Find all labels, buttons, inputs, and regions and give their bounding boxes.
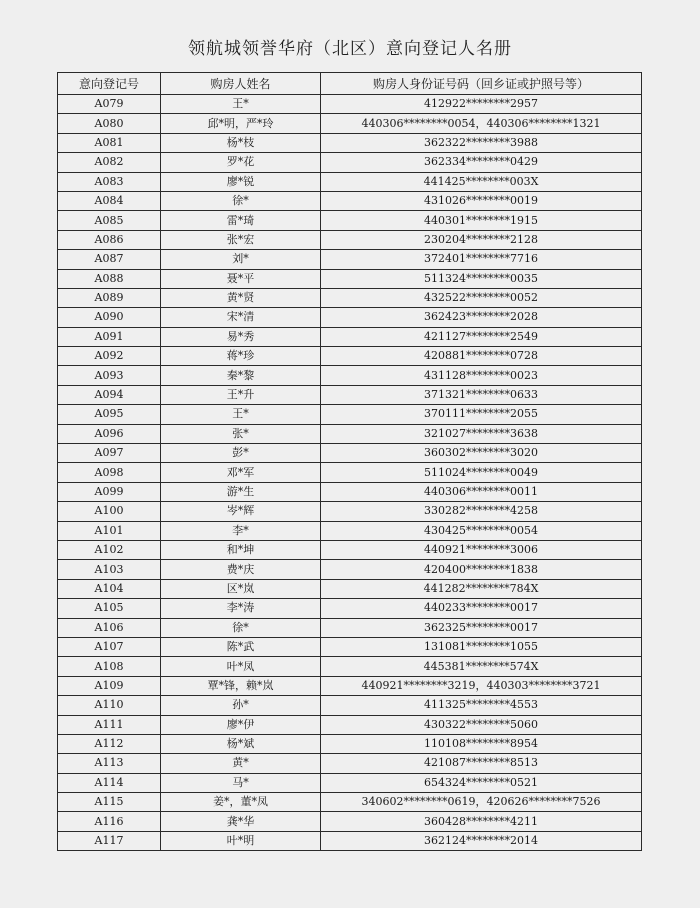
table-row (58, 540, 642, 559)
cell-registration-no: A113 (58, 754, 161, 773)
cell-buyer-name: 邓*军 (161, 463, 321, 482)
cell-registration-no: A089 (58, 288, 161, 307)
cell-buyer-name: 王* (161, 95, 321, 114)
cell-buyer-name: 姜*，董*凤 (161, 793, 321, 812)
cell-buyer-name: 叶*凤 (161, 657, 321, 676)
cell-buyer-name: 陈*武 (161, 637, 321, 656)
table-row (58, 308, 642, 327)
table-row (58, 133, 642, 152)
cell-buyer-id: 441282********784X (321, 579, 642, 598)
cell-registration-no: A116 (58, 812, 161, 831)
cell-buyer-name: 邱*明，严*玲 (161, 114, 321, 133)
cell-buyer-id: 511324********0035 (321, 269, 642, 288)
table-row (58, 773, 642, 792)
table-row (58, 502, 642, 521)
cell-buyer-id: 445381********574X (321, 657, 642, 676)
cell-registration-no: A091 (58, 327, 161, 346)
cell-registration-no: A101 (58, 521, 161, 540)
table-row (58, 424, 642, 443)
cell-buyer-id: 420881********0728 (321, 347, 642, 366)
cell-buyer-id: 421087********8513 (321, 754, 642, 773)
table-row (58, 269, 642, 288)
cell-buyer-name: 罗*花 (161, 153, 321, 172)
cell-registration-no: A100 (58, 502, 161, 521)
cell-buyer-name: 龚*华 (161, 812, 321, 831)
cell-registration-no: A084 (58, 191, 161, 210)
table-row (58, 444, 642, 463)
cell-buyer-name: 游*生 (161, 482, 321, 501)
registrant-table (57, 72, 642, 851)
cell-registration-no: A104 (58, 579, 161, 598)
cell-buyer-id: 412922********2957 (321, 95, 642, 114)
cell-buyer-id: 511024********0049 (321, 463, 642, 482)
cell-buyer-name: 徐* (161, 618, 321, 637)
table-row (58, 812, 642, 831)
table-row (58, 618, 642, 637)
cell-registration-no: A114 (58, 773, 161, 792)
cell-buyer-name: 易*秀 (161, 327, 321, 346)
cell-buyer-id: 360302********3020 (321, 444, 642, 463)
table-row (58, 250, 642, 269)
cell-buyer-id: 440921********3219，440303********3721 (321, 676, 642, 695)
cell-registration-no: A108 (58, 657, 161, 676)
cell-buyer-id: 420400********1838 (321, 560, 642, 579)
table-row (58, 831, 642, 850)
table-row (58, 230, 642, 249)
table-row (58, 172, 642, 191)
table-row (58, 754, 642, 773)
cell-buyer-name: 杨*斌 (161, 734, 321, 753)
cell-buyer-id: 230204********2128 (321, 230, 642, 249)
cell-registration-no: A103 (58, 560, 161, 579)
cell-buyer-id: 362124********2014 (321, 831, 642, 850)
cell-registration-no: A109 (58, 676, 161, 695)
cell-buyer-name: 杨*枝 (161, 133, 321, 152)
cell-buyer-name: 费*庆 (161, 560, 321, 579)
cell-buyer-name: 彭* (161, 444, 321, 463)
cell-buyer-name: 刘* (161, 250, 321, 269)
cell-buyer-name: 李*涛 (161, 599, 321, 618)
cell-buyer-id: 430322********5060 (321, 715, 642, 734)
cell-buyer-name: 张* (161, 424, 321, 443)
table-row (58, 347, 642, 366)
cell-buyer-name: 徐* (161, 191, 321, 210)
table-row (58, 793, 642, 812)
page-title: 领航城领誉华府（北区）意向登记人名册 (188, 39, 512, 59)
cell-registration-no: A081 (58, 133, 161, 152)
cell-registration-no: A096 (58, 424, 161, 443)
cell-buyer-name: 黄* (161, 754, 321, 773)
cell-buyer-id: 110108********8954 (321, 734, 642, 753)
cell-buyer-id: 421127********2549 (321, 327, 642, 346)
cell-buyer-id: 440233********0017 (321, 599, 642, 618)
cell-buyer-id: 370111********2055 (321, 405, 642, 424)
table-row (58, 579, 642, 598)
cell-buyer-id: 440301********1915 (321, 211, 642, 230)
cell-buyer-name: 覃*锋，赖*岚 (161, 676, 321, 695)
cell-buyer-name: 和*坤 (161, 540, 321, 559)
cell-buyer-name: 廖*伊 (161, 715, 321, 734)
table-row (58, 657, 642, 676)
cell-buyer-id: 362423********2028 (321, 308, 642, 327)
table-row (58, 385, 642, 404)
cell-registration-no: A095 (58, 405, 161, 424)
cell-buyer-name: 孙* (161, 696, 321, 715)
cell-registration-no: A079 (58, 95, 161, 114)
cell-registration-no: A087 (58, 250, 161, 269)
cell-registration-no: A090 (58, 308, 161, 327)
cell-buyer-id: 431128********0023 (321, 366, 642, 385)
cell-buyer-id: 440306********0054，440306********1321 (321, 114, 642, 133)
header-registration-no: 意向登记号 (58, 73, 161, 95)
cell-buyer-id: 440306********0011 (321, 482, 642, 501)
cell-registration-no: A094 (58, 385, 161, 404)
cell-buyer-name: 张*宏 (161, 230, 321, 249)
cell-buyer-id: 432522********0052 (321, 288, 642, 307)
cell-registration-no: A099 (58, 482, 161, 501)
table-row (58, 637, 642, 656)
cell-buyer-name: 宋*清 (161, 308, 321, 327)
cell-registration-no: A110 (58, 696, 161, 715)
table-row (58, 521, 642, 540)
table-row (58, 114, 642, 133)
cell-buyer-id: 340602********0619，420626********7526 (321, 793, 642, 812)
cell-registration-no: A093 (58, 366, 161, 385)
cell-registration-no: A102 (58, 540, 161, 559)
cell-buyer-id: 330282********4258 (321, 502, 642, 521)
cell-registration-no: A080 (58, 114, 161, 133)
cell-buyer-name: 王* (161, 405, 321, 424)
cell-buyer-id: 431026********0019 (321, 191, 642, 210)
cell-buyer-id: 411325********4553 (321, 696, 642, 715)
cell-registration-no: A115 (58, 793, 161, 812)
cell-buyer-id: 362325********0017 (321, 618, 642, 637)
cell-registration-no: A117 (58, 831, 161, 850)
table-row (58, 676, 642, 695)
cell-buyer-id: 362322********3988 (321, 133, 642, 152)
cell-buyer-name: 区*岚 (161, 579, 321, 598)
cell-registration-no: A105 (58, 599, 161, 618)
table-row (58, 463, 642, 482)
table-row (58, 734, 642, 753)
cell-buyer-id: 360428********4211 (321, 812, 642, 831)
cell-buyer-name: 马* (161, 773, 321, 792)
cell-buyer-id: 654324********0521 (321, 773, 642, 792)
cell-buyer-name: 王*升 (161, 385, 321, 404)
cell-registration-no: A097 (58, 444, 161, 463)
table-row (58, 560, 642, 579)
header-buyer-id: 购房人身份证号码（回乡证或护照号等） (321, 73, 642, 95)
cell-buyer-name: 李* (161, 521, 321, 540)
cell-buyer-name: 蒋*珍 (161, 347, 321, 366)
table-row (58, 715, 642, 734)
cell-buyer-name: 岑*辉 (161, 502, 321, 521)
cell-buyer-id: 372401********7716 (321, 250, 642, 269)
header-buyer-name: 购房人姓名 (161, 73, 321, 95)
cell-buyer-id: 321027********3638 (321, 424, 642, 443)
table-row (58, 696, 642, 715)
table-row (58, 599, 642, 618)
table-body (58, 95, 642, 851)
cell-registration-no: A092 (58, 347, 161, 366)
cell-registration-no: A106 (58, 618, 161, 637)
cell-registration-no: A085 (58, 211, 161, 230)
table-row (58, 366, 642, 385)
table-row (58, 211, 642, 230)
table-row (58, 405, 642, 424)
cell-buyer-id: 131081********1055 (321, 637, 642, 656)
cell-buyer-name: 雷*琦 (161, 211, 321, 230)
cell-registration-no: A107 (58, 637, 161, 656)
table-row (58, 191, 642, 210)
cell-registration-no: A098 (58, 463, 161, 482)
cell-buyer-id: 362334********0429 (321, 153, 642, 172)
cell-buyer-id: 371321********0633 (321, 385, 642, 404)
cell-buyer-id: 441425********003X (321, 172, 642, 191)
cell-registration-no: A086 (58, 230, 161, 249)
table-row (58, 288, 642, 307)
table-header-row (58, 73, 642, 95)
cell-buyer-name: 叶*明 (161, 831, 321, 850)
table-row (58, 95, 642, 114)
table-row (58, 327, 642, 346)
cell-registration-no: A083 (58, 172, 161, 191)
cell-registration-no: A112 (58, 734, 161, 753)
cell-buyer-name: 黄*贤 (161, 288, 321, 307)
cell-buyer-id: 440921********3006 (321, 540, 642, 559)
cell-buyer-id: 430425********0054 (321, 521, 642, 540)
cell-buyer-name: 秦*黎 (161, 366, 321, 385)
cell-registration-no: A111 (58, 715, 161, 734)
table-row (58, 482, 642, 501)
cell-buyer-name: 聂*平 (161, 269, 321, 288)
cell-buyer-name: 廖*锐 (161, 172, 321, 191)
cell-registration-no: A082 (58, 153, 161, 172)
cell-registration-no: A088 (58, 269, 161, 288)
table-row (58, 153, 642, 172)
